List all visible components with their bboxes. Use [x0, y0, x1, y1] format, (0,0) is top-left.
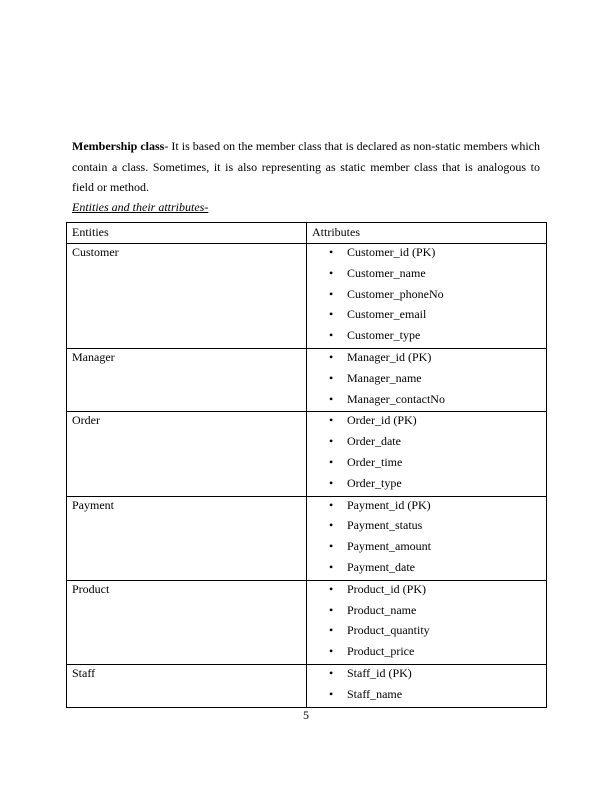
entity-name: Payment [67, 496, 307, 580]
entity-name: Customer [67, 244, 307, 349]
attribute-item: • Payment_id (PK) [312, 497, 541, 518]
attribute-item: • Order_type [312, 475, 541, 496]
header-attributes: Attributes [307, 223, 547, 244]
attribute-item: • Order_time [312, 454, 541, 475]
attribute-item: • Payment_date [312, 559, 541, 580]
table-header-row [67, 223, 547, 244]
table-row [67, 412, 547, 496]
attribute-cell [307, 348, 547, 411]
entities-table [66, 222, 547, 708]
attribute-cell [307, 412, 547, 496]
entity-name: Product [67, 580, 307, 664]
table-row [67, 664, 547, 707]
table-body [67, 244, 547, 708]
attribute-list [312, 665, 541, 707]
attribute-cell [307, 664, 547, 707]
attribute-list [312, 412, 541, 495]
attribute-item: • Payment_amount [312, 538, 541, 559]
attribute-item: • Product_price [312, 643, 541, 664]
attribute-list [312, 581, 541, 664]
entity-name: Manager [67, 348, 307, 411]
attribute-item: • Product_name [312, 602, 541, 623]
attribute-item: • Manager_id (PK) [312, 349, 541, 370]
attribute-list [312, 244, 541, 348]
table-row [67, 580, 547, 664]
attribute-item: • Order_id (PK) [312, 412, 541, 433]
attribute-item: • Staff_name [312, 686, 541, 707]
attribute-list [312, 497, 541, 580]
intro-heading: Membership class [72, 139, 165, 153]
attribute-list [312, 349, 541, 411]
intro-text: - It is based on the member class that is declared as non-static members which contain a class. Sometimes, it is also representing as static member class that is analogous to field or method. [72, 139, 540, 195]
page-number: 5 [303, 708, 309, 722]
attribute-cell [307, 244, 547, 349]
attribute-item: • Customer_id (PK) [312, 244, 541, 265]
attribute-item: • Product_id (PK) [312, 581, 541, 602]
entity-name: Staff [67, 664, 307, 707]
table-caption: Entities and their attributes- [72, 200, 209, 214]
attribute-item: • Customer_phoneNo [312, 286, 541, 307]
attribute-item: • Customer_name [312, 265, 541, 286]
header-entities: Entities [67, 223, 307, 244]
table-row [67, 348, 547, 411]
attribute-item: • Customer_email [312, 306, 541, 327]
intro-paragraph [72, 136, 540, 198]
entity-name: Order [67, 412, 307, 496]
attribute-item: • Payment_status [312, 517, 541, 538]
attribute-item: • Product_quantity [312, 622, 541, 643]
attribute-cell [307, 580, 547, 664]
attribute-item: • Customer_type [312, 327, 541, 348]
attribute-item: • Order_date [312, 433, 541, 454]
attribute-cell [307, 496, 547, 580]
table-row [67, 496, 547, 580]
attribute-item: • Manager_contactNo [312, 391, 541, 412]
attribute-item: • Manager_name [312, 370, 541, 391]
table-row [67, 244, 547, 349]
attribute-item: • Staff_id (PK) [312, 665, 541, 686]
